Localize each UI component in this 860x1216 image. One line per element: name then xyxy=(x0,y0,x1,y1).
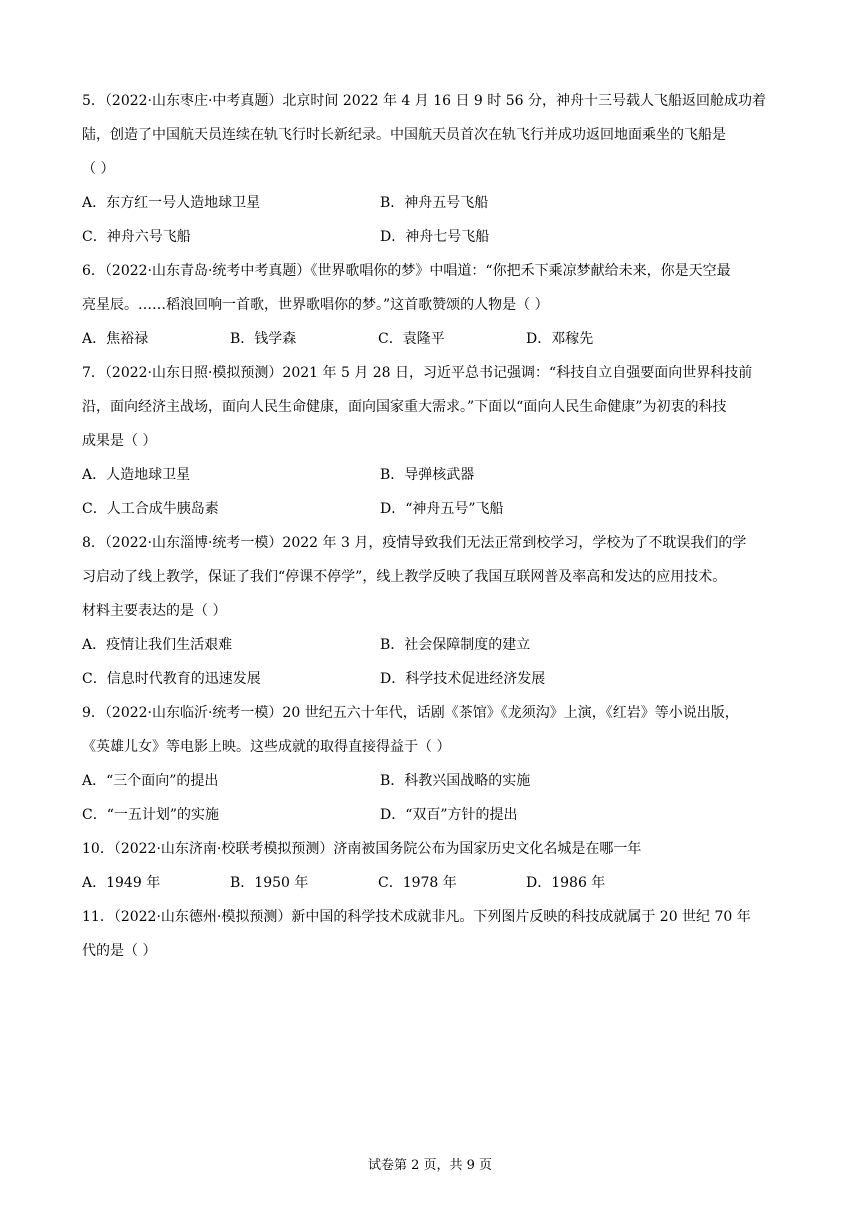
question-block xyxy=(82,84,782,254)
question-stem: 9．（2022·山东临沂·统考一模）20 世纪五六十年代，话剧《茶馆》《龙须沟》上演，《红岩》等小说出版， xyxy=(82,705,739,721)
answer-option: D．科学技术促进经济发展 xyxy=(380,671,546,687)
answer-option: D．1986 年 xyxy=(526,875,606,891)
answer-option: C．1978 年 xyxy=(378,875,457,891)
question-stem: 10．（2022·山东济南·校联考模拟预测）济南被国务院公布为国家历史文化名城是在哪一年 xyxy=(82,841,642,857)
option-row xyxy=(82,322,782,356)
question-block xyxy=(82,356,782,526)
answer-option: A．人造地球卫星 xyxy=(82,467,191,483)
question-stem: 11．（2022·山东德州·模拟预测）新中国的科学技术成就非凡。下列图片反映的科技成就属于 20 世纪 70 年 xyxy=(82,909,751,925)
answer-option: B．导弹核武器 xyxy=(380,467,475,483)
answer-option: C．人工合成牛胰岛素 xyxy=(82,501,219,517)
option-row xyxy=(82,492,782,526)
answer-option: D．“双百”方针的提出 xyxy=(380,807,518,823)
answer-option: B．科教兴国战略的实施 xyxy=(380,773,531,789)
question-stem: 6．（2022·山东青岛·统考中考真题）《世界歌唱你的梦》中唱道：“你把禾下乘凉梦献给未来，你是天空最 xyxy=(82,263,731,279)
question-block xyxy=(82,696,782,832)
answer-option: B．钱学森 xyxy=(230,331,297,347)
question-block xyxy=(82,526,782,696)
question-stem-continued: 成果是（ ） xyxy=(82,433,157,449)
answer-option: C．信息时代教育的迅速发展 xyxy=(82,671,261,687)
option-row xyxy=(82,866,782,900)
answer-option: C．“一五计划”的实施 xyxy=(82,807,220,823)
question-stem-continued: 《英雄儿女》等电影上映。这些成就的取得直接得益于（ ） xyxy=(82,739,451,755)
answer-option: A．“三个面向”的提出 xyxy=(82,773,219,789)
answer-option: D．神舟七号飞船 xyxy=(380,229,490,245)
question-stem-continued: 亮星辰。……稻浪回响一首歌，世界歌唱你的梦。”这首歌赞颂的人物是（ ） xyxy=(82,297,549,313)
page-footer: 试卷第 2 页，共 9 页 xyxy=(367,1158,493,1173)
answer-option: A．东方红一号人造地球卫星 xyxy=(82,195,261,211)
question-block xyxy=(82,900,782,968)
question-stem-continued: 习启动了线上教学，保证了我们“停课不停学”，线上教学反映了我国互联网普及率高和发达的应用技术。 xyxy=(82,569,727,585)
question-stem-continued: （ ） xyxy=(82,161,115,177)
question-block xyxy=(82,832,782,900)
option-row xyxy=(82,798,782,832)
question-stem: 5．（2022·山东枣庄·中考真题）北京时间 2022 年 4 月 16 日 9 时 56 分，神舟十三号载人飞船返回舱成功着 xyxy=(82,93,767,109)
answer-option: A．1949 年 xyxy=(82,875,161,891)
option-row xyxy=(82,186,782,220)
question-stem: 8．（2022·山东淄博·统考一模）2022 年 3 月，疫情导致我们无法正常到校学习，学校为了不耽误我们的学 xyxy=(82,535,747,551)
answer-option: B．社会保障制度的建立 xyxy=(380,637,531,653)
answer-option: B．神舟五号飞船 xyxy=(380,195,489,211)
question-stem-continued: 沿，面向经济主战场，面向人民生命健康，面向国家重大需求。”下面以“面向人民生命健康”为初衷的科技 xyxy=(82,399,727,415)
option-row xyxy=(82,764,782,798)
option-row xyxy=(82,458,782,492)
question-stem-continued: 陆，创造了中国航天员连续在轨飞行时长新纪录。中国航天员首次在轨飞行并成功返回地面乘坐的飞船是 xyxy=(82,127,726,143)
question-block xyxy=(82,254,782,356)
answer-option: A．疫情让我们生活艰难 xyxy=(82,637,233,653)
option-row xyxy=(82,628,782,662)
answer-option: D．邓稼先 xyxy=(526,331,594,347)
question-stem-continued: 材料主要表达的是（ ） xyxy=(82,603,227,619)
answer-option: A．焦裕禄 xyxy=(82,331,149,347)
question-list xyxy=(82,84,782,968)
answer-option: C．袁隆平 xyxy=(378,331,445,347)
option-row xyxy=(82,220,782,254)
answer-option: D．“神舟五号”飞船 xyxy=(380,501,504,517)
answer-option: C．神舟六号飞船 xyxy=(82,229,191,245)
question-stem: 7．（2022·山东日照·模拟预测）2021 年 5 月 28 日，习近平总书记强调：“科技自立自强要面向世界科技前 xyxy=(82,365,753,381)
option-row xyxy=(82,662,782,696)
question-stem-continued: 代的是（ ） xyxy=(82,943,157,959)
answer-option: B．1950 年 xyxy=(230,875,309,891)
